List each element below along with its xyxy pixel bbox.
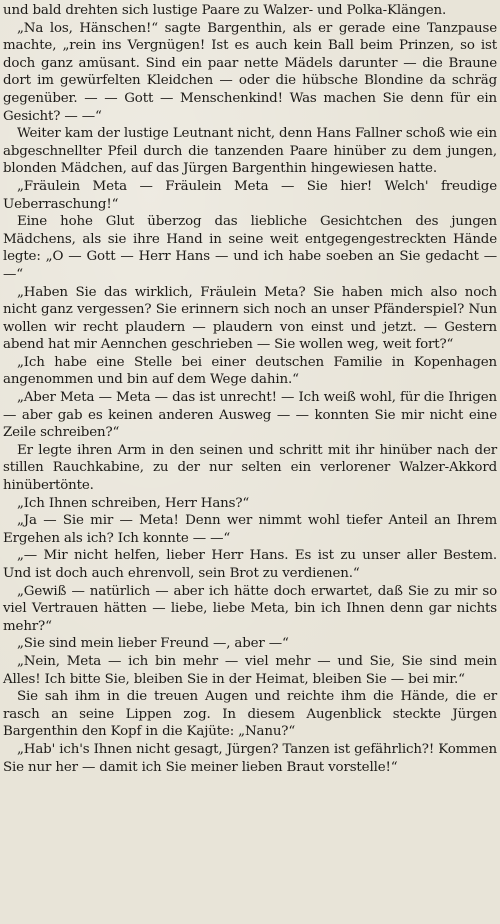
paragraph: „Haben Sie das wirklich, Fräulein Meta? Sie haben mich also noch nicht ganz vergessen? Sie erinnern sich noch an unser Pfänderspiel? Nun wollen wir recht plaudern — plaudern von einst und jetzt. — Gestern abend hat mir Aennchen geschrieben — Sie wollen weg, weit fort?“ [3,284,497,353]
paragraph: „Gewiß — natürlich — aber ich hätte doch erwartet, daß Sie zu mir so viel Vertrauen hätten — liebe, liebe Meta, bin ich Ihnen denn gar nichts mehr?“ [3,583,497,634]
paragraph: „Sie sind mein lieber Freund —, aber —“ [17,636,289,652]
paragraph: Sie sah ihm in die treuen Augen und reichte ihm die Hände, die er rasch an seine Lippen zog. In diesem Augenblick steckte Jürgen Bargenthin den Kopf in die Kajüte: „Nanu?“ [3,689,497,740]
paragraph: „Nein, Meta — ich bin mehr — viel mehr — und Sie, Sie sind mein Alles! Ich bitte Sie, bleiben Sie in der Heimat, bleiben Sie — bei mir.“ [3,653,497,687]
paragraph: „Na los, Hänschen!“ sagte Bargenthin, als er gerade eine Tanzpause machte, „rein ins Vergnügen! Ist es auch kein Ball beim Prinzen, so ist doch ganz amüsant. Sind ein paar nette Mädels darunter — die Braune dort im gewürfelten Kleidchen — oder die hübsche Blondine da schräg gegenüber. — — Gott — Menschenkind! Was machen Sie denn für ein Gesicht? — —“ [3,20,497,124]
paragraph: „Ja — Sie mir — Meta! Denn wer nimmt wohl tiefer Anteil an Ihrem Ergehen als ich? Ich konnte — —“ [3,513,497,546]
paragraph: Er legte ihren Arm in den seinen und schritt mit ihr hinüber nach der stillen Rauchkabine, zu der nur selten ein verlorener Walzer-Akkord hinübertönte. [3,442,497,494]
paragraph: Weiter kam der lustige Leutnant nicht, denn Hans Fallner schoß wie ein abgeschnellter Pfeil durch die tanzenden Paare hinüber zu dem jungen, blonden Mädchen, auf das Jürgen Bargenthin hingewiesen hatte. [3,126,497,177]
paragraph: „Ich Ihnen schreiben, Herr Hans?“ [17,495,250,511]
paragraph: und bald drehten sich lustige Paare zu Walzer- und Polka-Klängen. [3,3,447,18]
paragraph: Eine hohe Glut überzog das liebliche Gesichtchen des jungen Mädchens, als sie ihre Hand in seine weit entgegengestreckten Hände legte: „O — Gott — Herr Hans — und ich habe soeben an Sie gedacht — —“ [3,214,497,282]
paragraph: „Aber Meta — Meta — das ist unrecht! — Ich weiß wohl, für die Ihrigen — aber gab es keinen anderen Ausweg — — konnten Sie mir nicht eine Zeile schreiben?“ [3,390,497,441]
paragraph: „Fräulein Meta — Fräulein Meta — Sie hier! Welch' freudige Ueberraschung!“ [3,178,497,212]
paragraph: „Ich habe eine Stelle bei einer deutschen Familie in Kopenhagen angenommen und bin auf dem Wege dahin.“ [3,354,497,388]
paragraph: „— Mir nicht helfen, lieber Herr Hans. Es ist zu unser aller Bestem. Und ist doch auch ehrenvoll, sein Brot zu verdienen.“ [3,548,497,581]
article-column [3,2,497,776]
paragraph: „Hab' ich's Ihnen nicht gesagt, Jürgen? Tanzen ist gefährlich?! Kommen Sie nur her — damit ich Sie meiner lieben Braut vorstelle!“ [3,741,497,775]
